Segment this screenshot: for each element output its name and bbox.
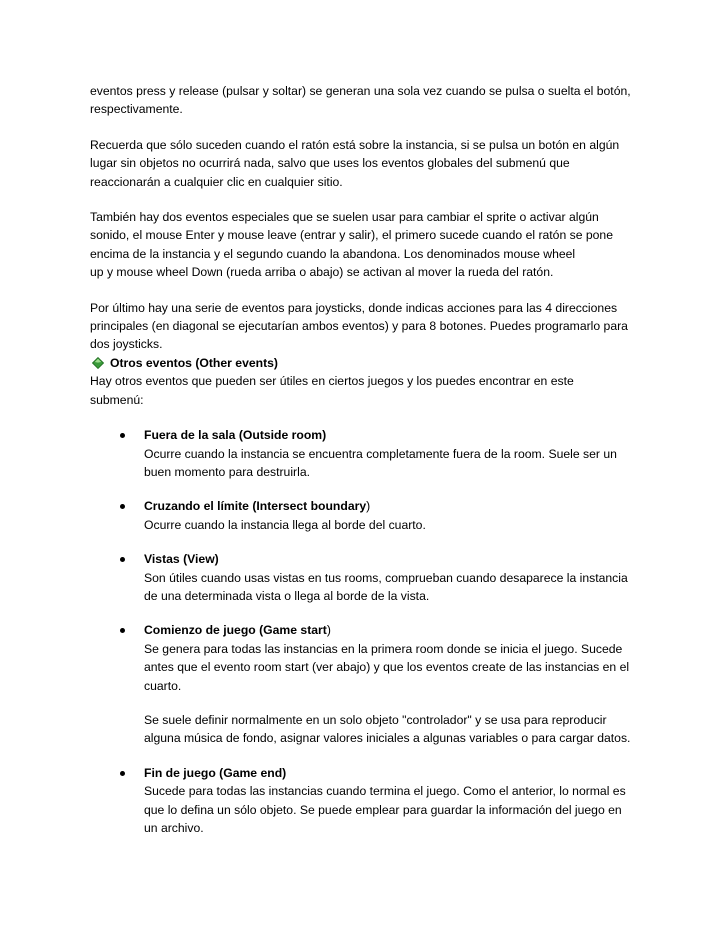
text-line: Recuerda que sólo suceden cuando el ratón está sobre la instancia, si se pulsa un botón en algún <box>90 137 620 152</box>
text-line: También hay dos eventos especiales que se suelen usar para cambiar el sprite o activar algún <box>90 210 599 225</box>
item-title: Comienzo de juego (Game start) <box>144 623 331 638</box>
list-item-outside-room <box>90 426 650 481</box>
text-line: Ocurre cuando la instancia llega al borde del cuarto. <box>144 517 426 532</box>
text-line: que lo defina un sólo objeto. Se puede emplear para guardar la información del juego en <box>144 802 622 817</box>
section-intro <box>90 372 650 409</box>
text-line: Son útiles cuando usas vistas en tus rooms, comprueban cuando desaparece la instancia <box>144 570 628 585</box>
text-line: reaccionarán a cualquier clic en cualquier sitio. <box>90 174 343 189</box>
text-line: Se suele definir normalmente en un solo objeto "controlador" y se usa para reproducir <box>144 712 607 727</box>
bullet-icon <box>120 433 125 438</box>
text-line: Hay otros eventos que pueden ser útiles en ciertos juegos y los puedes encontrar en este <box>90 374 574 389</box>
text-line: lugar sin objetos no ocurrirá nada, salvo que uses los eventos globales del submenú que <box>90 156 570 171</box>
text-line: eventos press y release (pulsar y soltar) se generan una sola vez cuando se pulsa o suelta el botón, <box>90 84 631 98</box>
bullet-icon <box>120 628 125 633</box>
text-line: submenú: <box>90 392 144 407</box>
item-title: Fin de juego (Game end) <box>144 765 287 780</box>
text-line: dos joysticks. <box>90 337 163 352</box>
other-events-list <box>90 426 650 837</box>
bullet-icon <box>120 771 125 776</box>
text-line: respectivamente. <box>90 102 183 117</box>
text-line: cuarto. <box>144 678 182 693</box>
item-title: Fuera de la sala (Outside room) <box>144 428 327 443</box>
item-title: Cruzando el límite (Intersect boundary) <box>144 499 371 514</box>
green-gem-icon <box>92 357 104 369</box>
text-line: Por último hay una serie de eventos para joysticks, donde indicas acciones para las 4 direcciones <box>90 300 618 315</box>
paragraph-mouse-events <box>90 82 650 119</box>
text-line: up y mouse wheel Down (rueda arriba o abajo) se activan al mover la rueda del ratón. <box>90 265 554 280</box>
text-line: Se genera para todas las instancias en la primera room donde se inicia el juego. Sucede <box>144 641 623 656</box>
document-page <box>90 82 650 837</box>
paragraph-joystick-events <box>90 299 650 354</box>
text-line: Ocurre cuando la instancia se encuentra completamente fuera de la room. Suele ser un <box>144 446 617 461</box>
list-item-game-end <box>90 764 650 838</box>
paragraph-mouse-over-instance <box>90 136 650 191</box>
text-line: de una determinada vista o llega al borde de la vista. <box>144 588 430 603</box>
text-line: buen momento para destruirla. <box>144 464 310 479</box>
text-line: alguna música de fondo, asignar valores iniciales a algunas variables o para cargar datos. <box>144 731 631 746</box>
text-line: encima de la instancia y el segundo cuando la abandona. Los denominados mouse wheel <box>90 246 576 261</box>
text-line: Sucede para todas las instancias cuando termina el juego. Como el anterior, lo normal es <box>144 784 626 799</box>
section-heading-other-events <box>90 354 650 372</box>
bullet-icon <box>120 557 125 562</box>
text-line: un archivo. <box>144 821 204 835</box>
bullet-icon <box>120 504 125 509</box>
section-heading-text: Otros eventos (Other events) <box>110 355 278 370</box>
list-item-intersect-boundary <box>90 497 650 534</box>
item-title: Vistas (View) <box>144 552 219 567</box>
text-line: principales (en diagonal se ejecutarían ambos eventos) y para 8 botones. Puedes programarlo para <box>90 319 628 334</box>
paragraph-special-mouse-events <box>90 208 650 282</box>
list-item-view <box>90 550 650 605</box>
text-line: antes que el evento room start (ver abajo) y que los eventos create de las instancias en el <box>144 660 630 675</box>
list-item-game-start <box>90 621 650 747</box>
text-line: sonido, el mouse Enter y mouse leave (entrar y salir), el primero sucede cuando el ratón se pone <box>90 228 613 243</box>
